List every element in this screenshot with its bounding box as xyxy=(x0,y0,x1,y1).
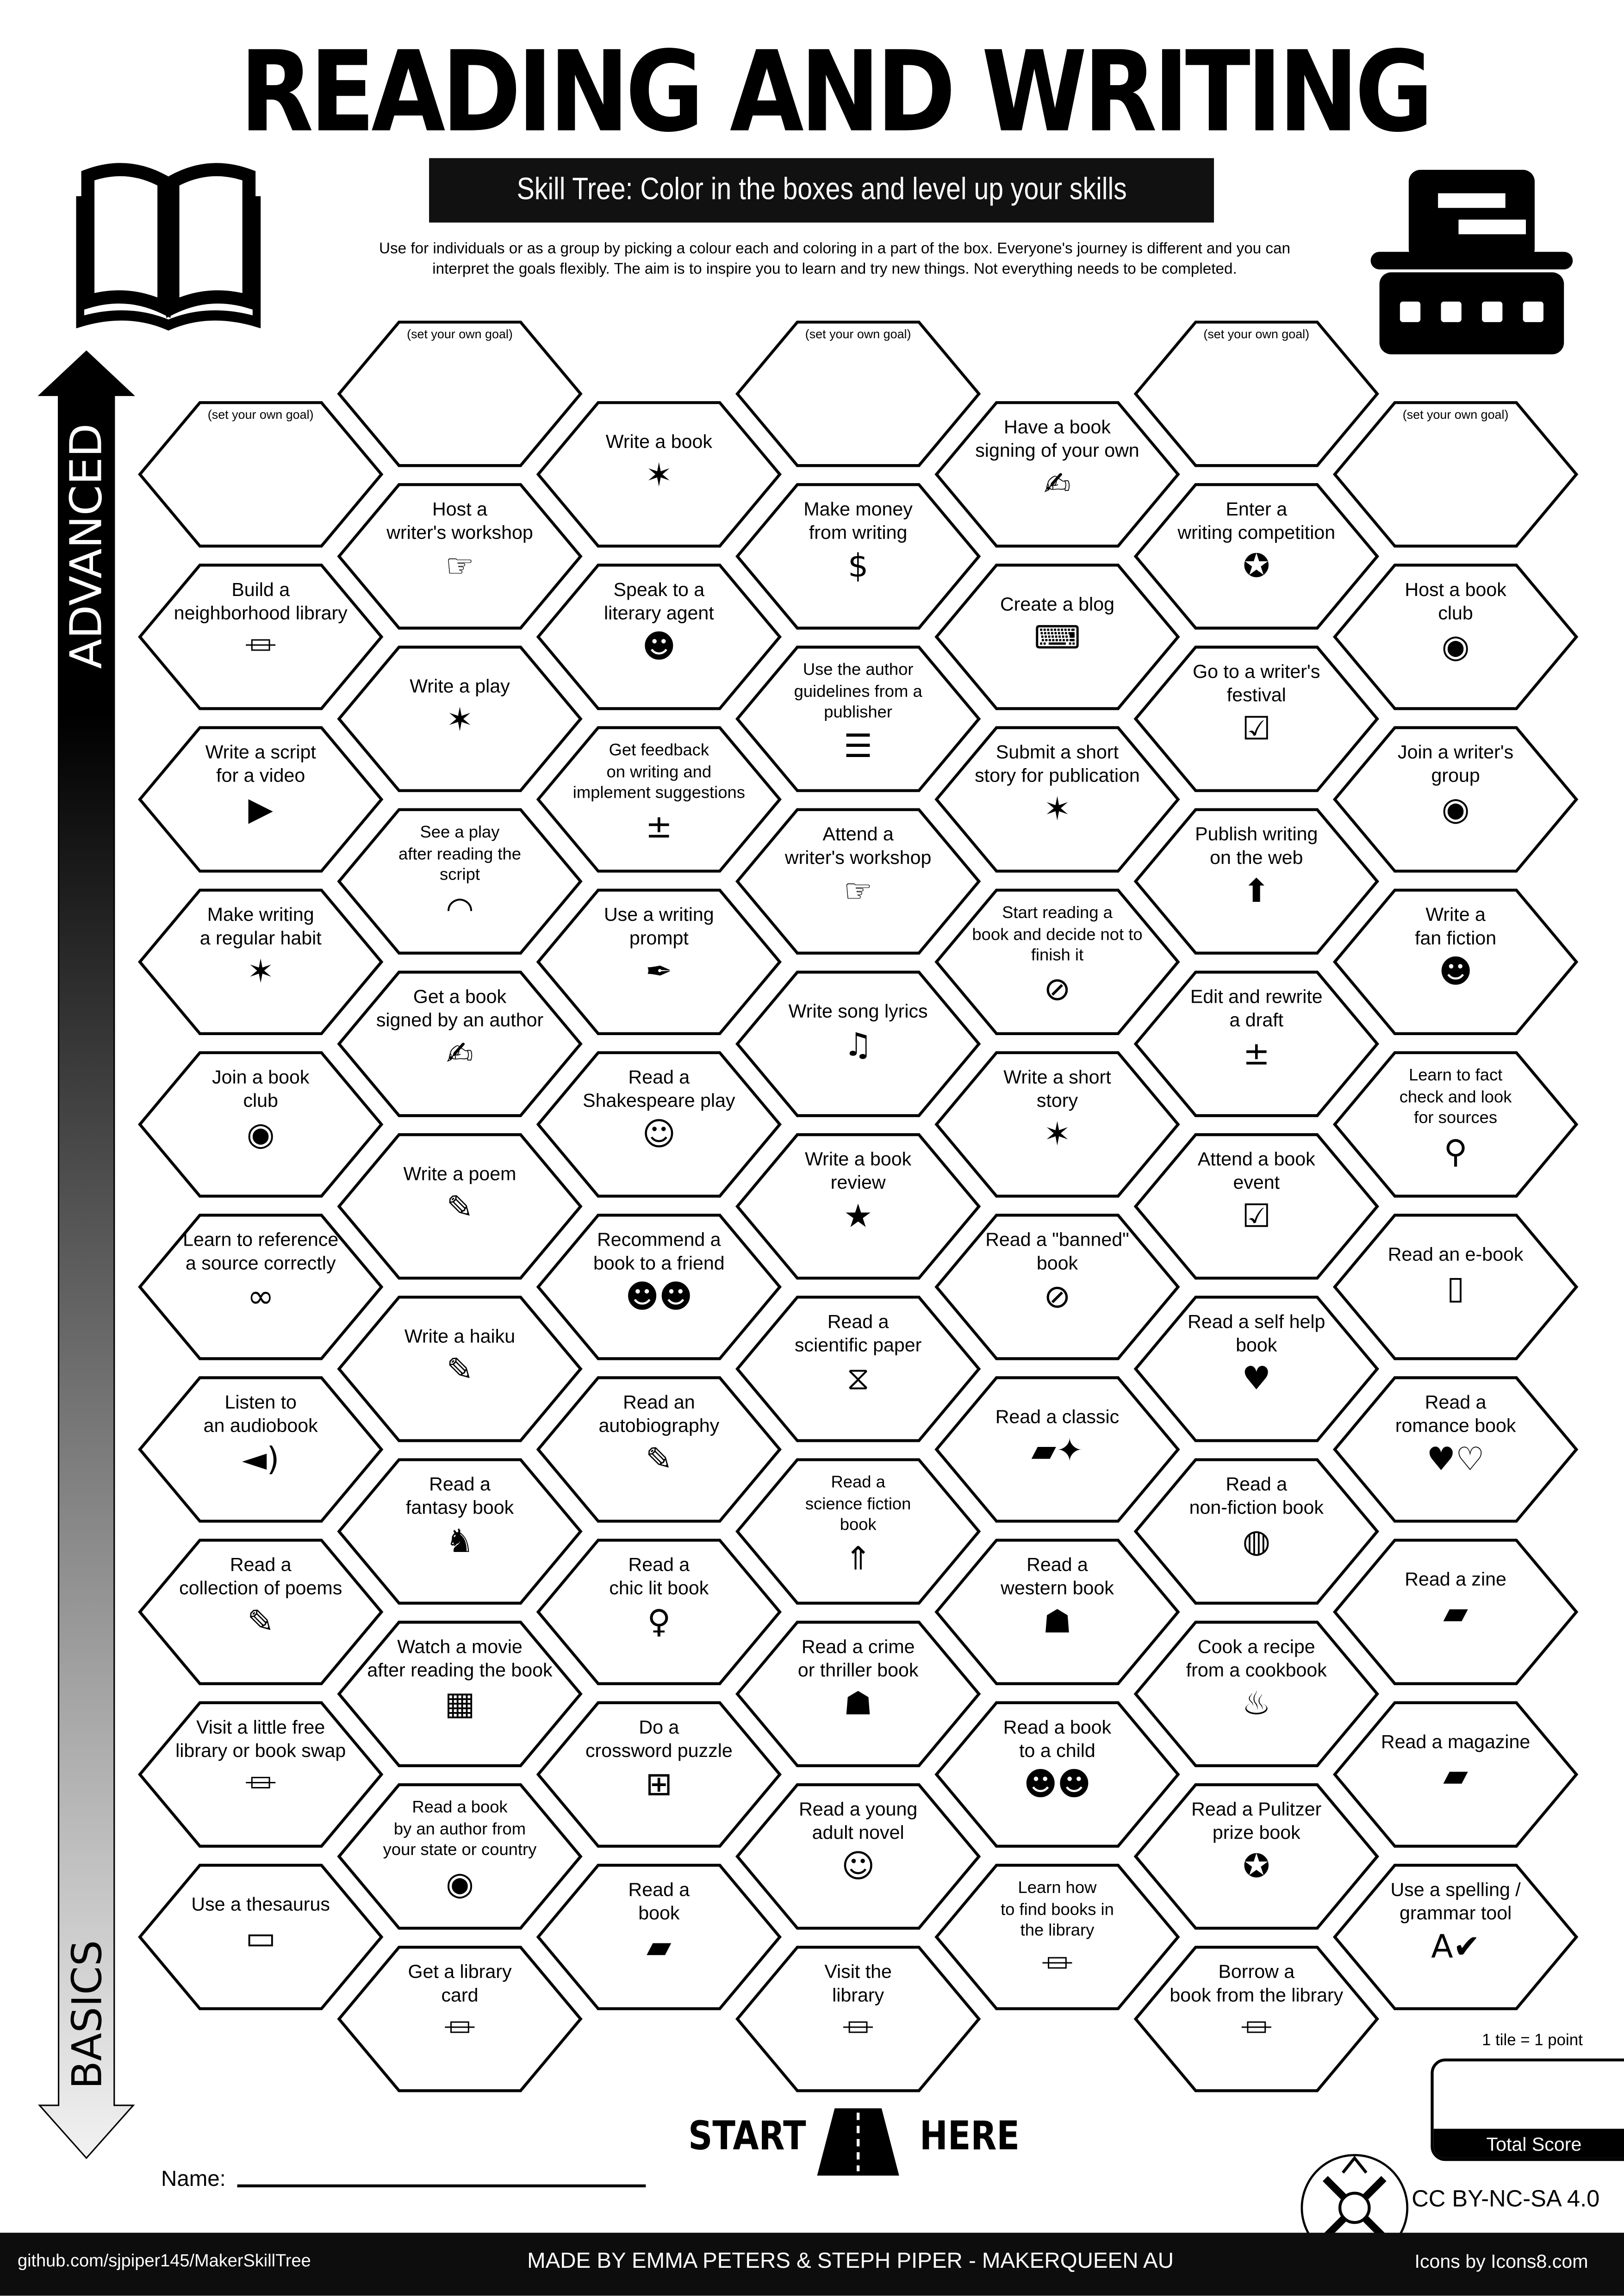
library-icon: ⏛ xyxy=(1240,2011,1273,2048)
skill-label: Learn to fact check and look for sources xyxy=(1399,1067,1512,1128)
ebook-icon: ▯ xyxy=(1446,1271,1465,1308)
signature-icon: ✍ xyxy=(1044,467,1071,504)
skill-label: Read an autobiography xyxy=(598,1390,720,1436)
star-bubble-icon: ★ xyxy=(843,1199,873,1236)
checklist-icon: ☰ xyxy=(843,728,873,765)
skill-label: Join a book club xyxy=(212,1066,310,1111)
signature-icon: ✍ xyxy=(446,1036,473,1074)
skill-label: Use a writing prompt xyxy=(604,903,714,949)
open-book-icon: ▭ xyxy=(245,1921,276,1958)
skill-label: Use a spelling / grammar tool xyxy=(1390,1878,1521,1924)
skill-label: Read a romance book xyxy=(1395,1390,1516,1436)
skill-label: Read a magazine xyxy=(1381,1730,1531,1753)
pen-icon: ✒ xyxy=(645,954,673,992)
skill-label: Write a book review xyxy=(805,1148,912,1193)
skill-label: Write a short story xyxy=(1003,1066,1111,1111)
skill-label: Write a play xyxy=(410,675,510,697)
here-label: HERE xyxy=(920,2114,1020,2160)
skill-label: Read a chic lit book xyxy=(609,1553,709,1599)
book-sparkle-icon: ✶ xyxy=(1044,792,1071,829)
skill-label: Read a classic xyxy=(995,1405,1120,1427)
skill-label: Recommend a book to a friend xyxy=(593,1228,725,1274)
skill-label: Have a book signing of your own xyxy=(975,416,1139,461)
woman-icon: ♀ xyxy=(647,1604,671,1641)
basics-label: BASICS xyxy=(63,1940,112,2089)
play-button-icon: ▶ xyxy=(248,792,273,829)
film-icon: ▦ xyxy=(444,1687,475,1724)
total-score-box[interactable] xyxy=(1431,2059,1624,2161)
teacher-icon: ☞ xyxy=(843,874,873,911)
skill-label: Cook a recipe from a cookbook xyxy=(1186,1635,1327,1681)
skill-label: Host a book club xyxy=(1405,578,1506,624)
classic-book-icon: ▰✦ xyxy=(1031,1433,1083,1470)
skill-label: Borrow a book from the library xyxy=(1170,1960,1344,2006)
skill-label: Write a book xyxy=(605,430,712,453)
lyrics-icon: ♫ xyxy=(843,1028,873,1065)
skill-label: Get feedback on writing and implement suggestions xyxy=(572,742,745,802)
name-field[interactable] xyxy=(237,2184,646,2187)
calendar-check-icon: ☑ xyxy=(1242,1199,1271,1236)
skill-label: Watch a movie after reading the book xyxy=(367,1635,553,1681)
location-pin-icon: ◉ xyxy=(1441,792,1470,829)
book-icon: ▰ xyxy=(647,1930,672,1967)
skill-label: Get a book signed by an author xyxy=(376,985,544,1031)
skill-label: Learn to reference a source correctly xyxy=(183,1228,339,1274)
people-reading-icon: ☻☻ xyxy=(1023,1767,1091,1804)
people-reading-icon: ☻☻ xyxy=(625,1279,693,1316)
library-icon: ⏛ xyxy=(443,2011,476,2048)
skill-label: Read a "banned" book xyxy=(985,1228,1129,1274)
skill-label: Go to a writer's festival xyxy=(1193,660,1320,706)
skill-label: Read a self help book xyxy=(1188,1310,1325,1356)
skill-label: Read a zine xyxy=(1405,1568,1506,1590)
vampire-icon: ☻ xyxy=(1438,954,1473,992)
set-own-goal-label: (set your own goal) xyxy=(1402,407,1509,422)
skill-label: Start reading a book and decide not to finish it xyxy=(972,905,1143,965)
dollar-icon: $ xyxy=(848,549,869,586)
skill-label: Do a crossword puzzle xyxy=(585,1716,733,1762)
skill-label: Create a blog xyxy=(1000,593,1114,615)
hearts-icon: ♥♡ xyxy=(1426,1442,1485,1479)
skill-label: Publish writing on the web xyxy=(1195,823,1318,869)
skill-label: Read a young adult novel xyxy=(799,1798,918,1843)
skill-label: Read a book to a child xyxy=(1003,1716,1112,1762)
library-icon: ⏛ xyxy=(842,2011,874,2048)
intro-line: interpret the goals flexibly. The aim is to inspire you to learn and try new things. Not everything needs to be completed. xyxy=(432,261,1237,279)
skill-label: Read a Shakespeare play xyxy=(583,1066,735,1111)
thumbs-up-down-icon: ± xyxy=(1243,1036,1270,1074)
skill-label: Read a non-fiction book xyxy=(1189,1473,1324,1519)
skill-label: Join a writer's group xyxy=(1398,741,1514,787)
intro-line: Use for individuals or as a group by picking a colour each and coloring in a part of the box. Everyone's journey is different and you can xyxy=(379,240,1290,258)
book-sparkle-icon: ✶ xyxy=(1044,1117,1071,1154)
skill-label: Read an e-book xyxy=(1388,1243,1524,1265)
poem-icon: ✎ xyxy=(446,1353,473,1390)
crossword-icon: ⊞ xyxy=(645,1767,673,1804)
poem-icon: ✎ xyxy=(247,1604,274,1641)
dna-icon: ⧖ xyxy=(846,1361,870,1398)
skill-label: Enter a writing competition xyxy=(1177,497,1336,543)
skill-label: See a play after reading the script xyxy=(398,824,522,885)
skill-label: Make writing a regular habit xyxy=(199,903,322,949)
book-sparkle-icon: ✶ xyxy=(247,954,274,992)
page-title: READING AND WRITING xyxy=(240,26,1430,157)
shakespeare-icon: ☺ xyxy=(642,1117,676,1154)
total-score-label: Total Score xyxy=(1434,2129,1624,2161)
poem-icon: ✎ xyxy=(446,1190,473,1227)
cowboy-icon: ☗ xyxy=(1043,1604,1072,1641)
set-own-goal-label: (set your own goal) xyxy=(407,326,513,341)
icons-credit-link[interactable]: Icons by Icons8.com xyxy=(1414,2250,1588,2272)
skill-label: Submit a short story for publication xyxy=(975,741,1140,787)
skill-label: Read a western book xyxy=(1001,1553,1114,1599)
location-pin-icon: ◉ xyxy=(246,1117,275,1154)
skill-label: Write a poem xyxy=(403,1162,516,1185)
skill-label: Edit and rewrite a draft xyxy=(1190,985,1323,1031)
location-pin-icon: ◉ xyxy=(446,1866,474,1903)
footer-bar xyxy=(0,2233,1624,2296)
globe-icon: ◍ xyxy=(1242,1524,1271,1561)
speaker-icon: ◄) xyxy=(242,1442,280,1479)
teen-icon: ☺ xyxy=(841,1849,875,1886)
set-own-goal-label: (set your own goal) xyxy=(207,407,314,422)
road-icon xyxy=(817,2108,899,2176)
cooking-pot-icon: ♨ xyxy=(1242,1687,1271,1724)
skill-label: Read a scientific paper xyxy=(794,1310,922,1356)
start-label: START xyxy=(688,2114,806,2160)
person-icon: ☻ xyxy=(642,629,676,666)
skill-label: Use a thesaurus xyxy=(191,1893,330,1915)
skill-label: Visit a little free library or book swap xyxy=(175,1716,346,1762)
award-icon: ✪ xyxy=(1243,1849,1270,1886)
library-icon: ⏛ xyxy=(244,629,277,666)
skill-label: Attend a book event xyxy=(1197,1148,1315,1193)
location-pin-icon: ◉ xyxy=(1441,629,1470,666)
rocket-icon: ⇑ xyxy=(844,1541,872,1578)
no-book-icon: ⊘ xyxy=(1044,1279,1071,1316)
skill-label: Make money from writing xyxy=(803,497,913,543)
license-label: CC BY-NC-SA 4.0 xyxy=(1412,2187,1600,2212)
skill-label: Write song lyrics xyxy=(788,1000,928,1022)
skill-label: Read a fantasy book xyxy=(405,1473,514,1519)
teacher-icon: ☞ xyxy=(445,549,474,586)
theater-icon: ◠ xyxy=(446,891,474,928)
set-own-goal-label: (set your own goal) xyxy=(805,326,911,341)
credits-text: MADE BY EMMA PETERS & STEPH PIPER - MAKERQUEEN AU xyxy=(527,2249,1174,2274)
book-icon: ▰ xyxy=(1443,1758,1468,1795)
skill-label: Read a book xyxy=(628,1878,690,1924)
score-note: 1 tile = 1 point xyxy=(1482,2032,1583,2050)
award-icon: ✪ xyxy=(1243,549,1270,586)
library-icon: ⏛ xyxy=(244,1767,277,1804)
skill-label: Visit the library xyxy=(824,1960,892,2006)
thumbs-up-down-icon: ± xyxy=(645,809,673,846)
skill-label: Learn how to find books in the library xyxy=(1001,1880,1114,1940)
book-icon: ▰ xyxy=(1443,1595,1468,1632)
book-sparkle-icon: ✶ xyxy=(446,702,473,739)
no-book-icon: ⊘ xyxy=(1044,971,1071,1008)
typewriter-icon: ⌨ xyxy=(1034,621,1081,658)
advanced-label: ADVANCED xyxy=(61,423,113,669)
skill-label: Write a fan fiction xyxy=(1415,903,1497,949)
calendar-check-icon: ☑ xyxy=(1242,711,1271,748)
skill-label: Build a neighborhood library xyxy=(174,578,348,624)
github-link[interactable]: github.com/sjpiper145/MakerSkillTree xyxy=(17,2250,311,2271)
dragon-icon: ♞ xyxy=(445,1524,474,1561)
skill-label: Read a Pulitzer prize book xyxy=(1191,1798,1322,1843)
link-icon: ∞ xyxy=(247,1279,274,1316)
skill-label: Attend a writer's workshop xyxy=(784,823,932,869)
skill-label: Read a crime or thriller book xyxy=(797,1635,919,1681)
skill-label: Speak to a literary agent xyxy=(604,578,714,624)
skill-label: Host a writer's workshop xyxy=(386,497,533,543)
book-sparkle-icon: ✶ xyxy=(645,458,673,495)
skill-label: Listen to an audiobook xyxy=(203,1390,318,1436)
library-icon: ⏛ xyxy=(1041,1946,1074,1983)
skill-label: Get a library card xyxy=(408,1960,512,2006)
skill-label: Read a book by an author from your state or country xyxy=(383,1799,537,1860)
magnifier-icon: ⚲ xyxy=(1444,1134,1468,1171)
thief-icon: ☗ xyxy=(843,1687,873,1724)
user-edit-icon: ✎ xyxy=(645,1442,673,1479)
hand-heart-icon: ♥ xyxy=(1242,1361,1271,1398)
skill-label: Write a script for a video xyxy=(205,741,316,787)
skill-label: Use the author guidelines from a publisher xyxy=(794,662,922,722)
spellcheck-icon: A✔ xyxy=(1431,1930,1481,1967)
skill-label: Read a science fiction book xyxy=(805,1474,911,1534)
upload-icon: ⬆ xyxy=(1243,874,1270,911)
name-label: Name: xyxy=(161,2166,226,2192)
set-own-goal-label: (set your own goal) xyxy=(1203,326,1310,341)
skill-label: Read a collection of poems xyxy=(179,1553,342,1599)
skill-label: Write a haiku xyxy=(404,1325,516,1347)
subtitle-text: Skill Tree: Color in the boxes and level up your skills xyxy=(516,173,1127,207)
